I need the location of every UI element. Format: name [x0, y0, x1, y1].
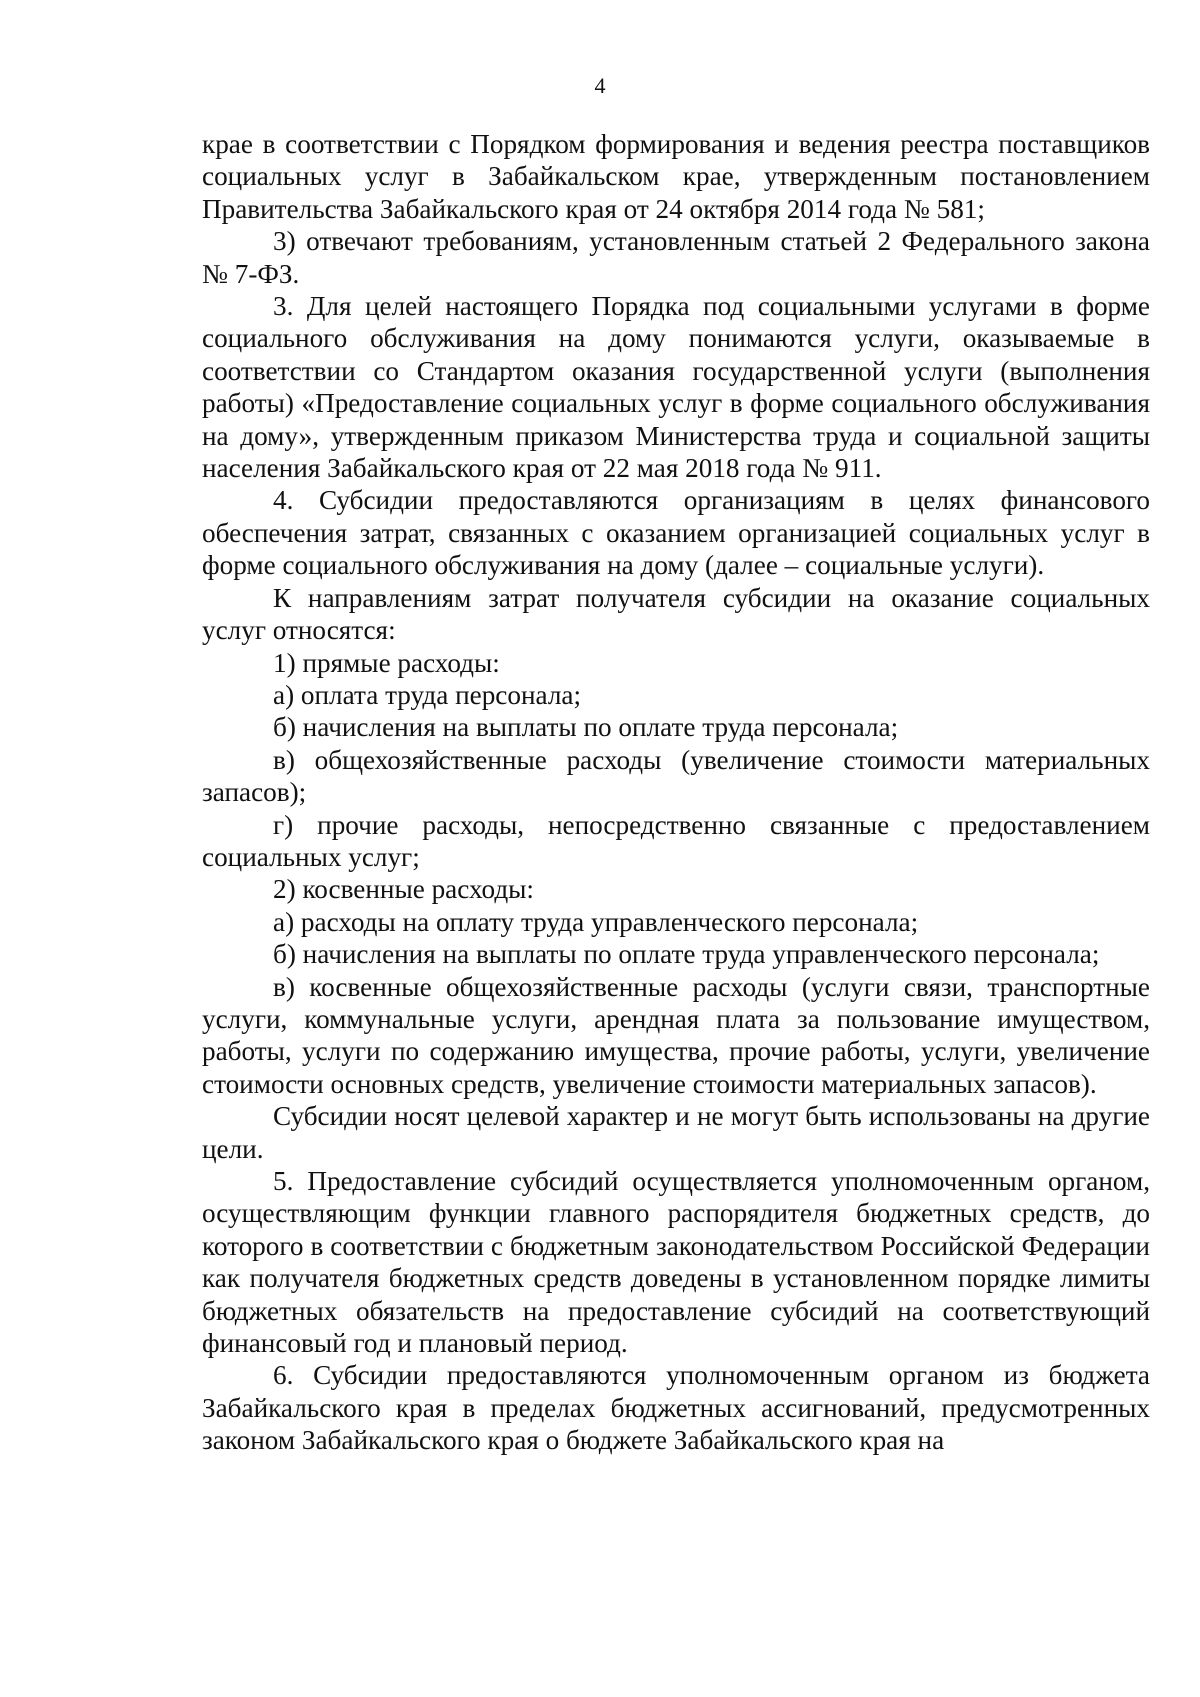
paragraph-6: 1) прямые расходы: — [273, 647, 500, 678]
document-body — [202, 128, 1150, 1457]
paragraph-16: 5. Предоставление субсидий осуществляется уполномоченным органом, осуществляющим функции главного распорядителя бюджетных средств, до которого в соответствии с бюджетным законодательством Российской Федерации как получателя бюджетных средств доведены в установленном порядке лимиты бюджетных обязательств на предоставление субсидий на соответствующий финансовый год и плановый период. — [202, 1166, 1150, 1359]
page-number: 4 — [594, 73, 606, 98]
paragraph-9: в) общехозяйственные расходы (увеличение стоимости материальных запасов); — [202, 744, 1150, 808]
paragraph-8: б) начисления на выплаты по оплате труда персонала; — [273, 712, 899, 743]
paragraph-10: г) прочие расходы, непосредственно связанные с предоставлением социальных услуг; — [202, 809, 1150, 872]
paragraph-13: б) начисления на выплаты по оплате труда управленческого персонала; — [273, 939, 1100, 970]
paragraph-11: 2) косвенные расходы: — [273, 874, 534, 905]
paragraph-5: К направлениям затрат получателя субсидии на оказание социальных услуг относятся: — [202, 582, 1150, 646]
paragraph-14: в) косвенные общехозяйственные расходы (услуги связи, транспортные услуги, коммунальные услуги, арендная плата за пользование имуществом, работы, услуги по содержанию имущества, прочие работы, услуги, увеличение стоимости основных средств, увеличение стоимости материальных запасов). — [202, 971, 1150, 1099]
paragraph-3: 3. Для целей настоящего Порядка под социальными услугами в форме социального обслуживания на дому понимаются услуги, оказываемые в соответствии со Стандартом оказания государственной услуги (выполнения работы) «Предоставление социальных услуг в форме социального обслуживания на дому», утвержденным приказом Министерства труда и социальной защиты населения Забайкальского края от 22 мая 2018 года № 911. — [202, 291, 1150, 484]
paragraph-4: 4. Субсидии предоставляются организациям в целях финансового обеспечения затрат, связанных с оказанием организацией социальных услуг в форме социального обслуживания на дому (далее – социальные услуги). — [202, 485, 1150, 581]
paragraph-17: 6. Субсидии предоставляются уполномоченным органом из бюджета Забайкальского края в пределах бюджетных ассигнований, предусмотренных законом Забайкальского края о бюджете Забайкальского края на — [202, 1360, 1150, 1456]
paragraph-15: Субсидии носят целевой характер и не могут быть использованы на другие цели. — [202, 1101, 1150, 1164]
paragraph-1: крае в соответствии с Порядком формирования и ведения реестра поставщиков социальных услуг в Забайкальском крае, утвержденным постановлением Правительства Забайкальского края от 24 октября 2014 года № 581; — [202, 129, 1150, 224]
paragraph-12: а) расходы на оплату труда управленческого персонала; — [273, 906, 919, 937]
paragraph-7: а) оплата труда персонала; — [273, 679, 582, 710]
paragraph-2: 3) отвечают требованиям, установленным статьей 2 Федерального закона № 7-ФЗ. — [202, 226, 1150, 289]
